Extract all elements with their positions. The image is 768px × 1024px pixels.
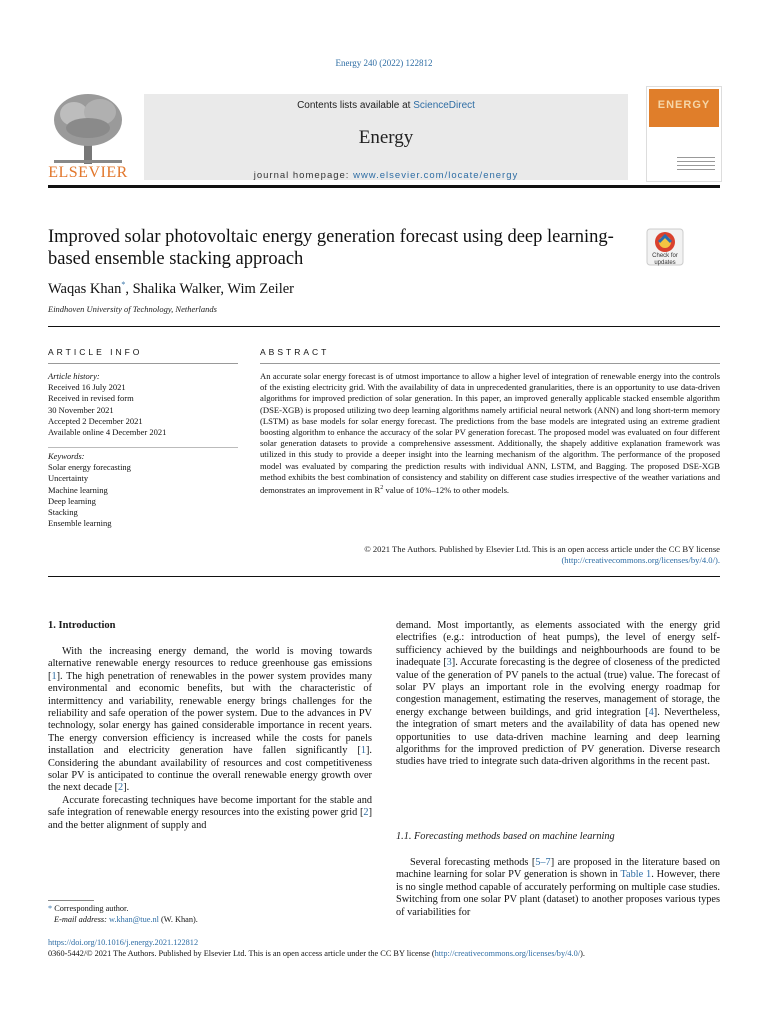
history-item: Available online 4 December 2021 <box>48 427 167 438</box>
history-label: Article history: <box>48 371 100 381</box>
body-column-left <box>48 646 372 832</box>
corresponding-mark[interactable]: * <box>121 280 126 289</box>
journal-title-box <box>144 94 628 180</box>
journal-homepage-line <box>144 170 628 181</box>
email-link[interactable]: w.khan@tue.nl <box>109 915 159 924</box>
reference-link[interactable]: 2 <box>118 782 124 794</box>
footnote-divider <box>48 900 94 901</box>
text: With the increasing energy demand, the world is moving towards alternative renewable energy resources to reduce greenhouse gas emissions [ <box>48 646 372 682</box>
subsection-heading: 1.1. Forecasting methods based on machine learning <box>396 831 615 842</box>
homepage-prefix: journal homepage: <box>253 170 354 181</box>
keyword-item: Stacking <box>48 507 78 518</box>
contents-prefix: Contents lists available at <box>297 100 414 111</box>
reference-link[interactable]: 1 <box>360 745 366 757</box>
journal-name: Energy <box>358 127 414 148</box>
divider <box>48 576 720 577</box>
history-item: Received in revised form <box>48 393 134 404</box>
text: ]. The high penetration of renewables in the power system provides many environmental and economic benefits, but with the characteristic of intermittency and variability, renewable energy brings challenges for the reliability and safe operation of the power system. Due to the advances in PV technology, solar energy has gained considerable importance in recent years. The energy conversion efficiency is increased while the costs for panels installation and electricity generation have fallen significantly [ <box>48 670 372 757</box>
text: demand. Most importantly, as elements associated with the energy grid electrifies (e.g.: introduction of heat pumps), the level of energy self-sufficiency achieved by the buildings and neighbourhoods are found to be inadequate [ <box>396 620 720 669</box>
text: ]. Accurate forecasting is the degree of closeness of the predicted value of the generation of PV panels to the actual (true) value. The forecast of solar PV plays an important role in the evolving energy roadmap for congestion management, estimating the reserves, management of storage, the energy exchange between buildings, and grid integration [ <box>396 657 720 718</box>
cover-title: ENERGY <box>657 99 711 111</box>
abstract-body <box>260 371 720 496</box>
history-item: 30 November 2021 <box>48 404 114 415</box>
text: (W. Khan). <box>158 915 198 924</box>
section-heading: 1. Introduction <box>48 620 116 631</box>
article-info-heading: ARTICLE INFO <box>48 347 143 357</box>
divider <box>48 447 238 448</box>
footnote-mark: * <box>48 904 53 913</box>
divider <box>48 363 238 364</box>
license-statement <box>260 544 720 566</box>
journal-cover-thumbnail[interactable] <box>646 86 722 182</box>
author-list <box>48 280 294 298</box>
body-column-right-lower <box>396 857 720 919</box>
keyword-item: Solar energy forecasting <box>48 462 131 473</box>
text: Accurate forecasting techniques have become important for the stable and safe integration of renewable energy resources into the existing power grid [ <box>48 794 372 819</box>
paragraph <box>48 646 372 795</box>
other-authors: , Shalika Walker, Wim Zeiler <box>125 280 294 297</box>
superscript: 2 <box>380 485 384 492</box>
paragraph <box>396 857 720 919</box>
body-column-right <box>396 620 720 769</box>
sciencedirect-link[interactable]: ScienceDirect <box>413 100 475 111</box>
license-link[interactable]: (http://creativecommons.org/licenses/by/4.0/). <box>561 555 720 566</box>
affiliation: Eindhoven University of Technology, Netherlands <box>48 304 217 314</box>
abstract-text-end: value of 10%–12% to other models. <box>383 484 510 495</box>
elsevier-wordmark: ELSEVIER <box>48 164 128 181</box>
reference-link[interactable]: 1 <box>51 670 57 682</box>
text: ]. Considering the abundant availability of resources and cost competitiveness solar PV is anticipated to continue the overall renewable energy growth over the next decade [ <box>48 745 372 794</box>
license-text: © 2021 The Authors. Published by Elsevier Ltd. This is an open access article under the CC BY license <box>364 544 720 554</box>
text: Corresponding author. <box>52 904 129 913</box>
text: . However, there is no single method capable of accurately performing on multiple case studies. Switching from one solar PV plant (dataset) to another proposes various types of variabilities for <box>396 869 720 918</box>
reference-link[interactable]: 3 <box>446 657 452 669</box>
abstract-text: An accurate solar energy forecast is of utmost importance to allow a higher level of integration of renewable energy into the controls of the existing electricity grid. With the availability of data in unprecedented granularities, there is an opportunity to use data-driven algorithms for improved prediction of solar generation. In this paper, an improved generally applicable stacked ensemble algorithm (DSE-XGB) is proposed utilizing two deep learning algorithms namely artificial neural network (ANN) and long short-term memory (LSTM) as base models for solar energy forecast. The predictions from the base models are integrated using an extreme gradient boosting algorithm to enhance the accuracy of the solar PV generation forecast. The proposed model was evaluated on four different solar generation datasets to provide a comprehensive assessment. Additionally, the shapely additive explanation framework was utilized in this study to provide a deeper insight into the learning mechanism of the algorithm. The performance of the proposed model was evaluated by comparing the prediction results with individual ANN, LSTM, and Bagging. The proposed DSE-XGB method exhibits the best combination of consistency and stability on different case studies irrespective of the weather variations and demonstrates an improvement in R <box>260 371 720 495</box>
reference-link[interactable]: 5–7 <box>535 857 551 868</box>
article-title: Improved solar photovoltaic energy generation forecast using deep learning-based ensemble stacking approach <box>48 227 614 269</box>
keyword-item: Ensemble learning <box>48 518 112 529</box>
keyword-item: Machine learning <box>48 484 108 495</box>
reference-link[interactable]: 4 <box>648 706 654 718</box>
reference-link[interactable]: 2 <box>363 807 369 819</box>
paragraph <box>48 795 372 832</box>
doi-link[interactable]: https://doi.org/10.1016/j.energy.2021.122812 <box>48 938 199 947</box>
contents-available-line <box>144 100 628 111</box>
footnote-email <box>48 914 198 925</box>
text: ). <box>580 949 585 958</box>
keyword-item: Deep learning <box>48 495 96 506</box>
footnotes <box>48 903 198 925</box>
text: Several forecasting methods [ <box>410 857 536 868</box>
divider <box>260 363 720 364</box>
history-item: Received 16 July 2021 <box>48 382 126 393</box>
keyword-item: Uncertainty <box>48 473 89 484</box>
keywords <box>48 451 238 529</box>
paragraph-continued <box>396 620 720 769</box>
license-link[interactable]: http://creativecommons.org/licenses/by/4.0/ <box>434 949 581 958</box>
journal-homepage-link[interactable]: www.elsevier.com/locate/energy <box>353 170 519 181</box>
text: ] are proposed in the literature based on machine learning for solar PV generation is shown in <box>396 857 720 881</box>
footnote-corresponding <box>48 903 198 914</box>
issn-line <box>48 949 585 958</box>
keywords-label: Keywords: <box>48 451 85 461</box>
cover-text-lines <box>677 157 715 173</box>
history-item: Accepted 2 December 2021 <box>48 415 143 426</box>
divider <box>48 326 720 327</box>
text: ]. <box>123 782 130 794</box>
journal-header <box>48 86 720 182</box>
text: ] and the better alignment of supply and <box>48 807 372 831</box>
header-divider <box>48 185 720 188</box>
citation-line[interactable]: Energy 240 (2022) 122812 <box>335 58 433 68</box>
crossmark-label[interactable]: Check for updates <box>652 253 678 266</box>
text: 0360-5442/© 2021 The Authors. Published by Elsevier Ltd. This is an open access article under the CC BY license ( <box>48 949 435 958</box>
abstract-heading: ABSTRACT <box>260 347 330 357</box>
email-label: E-mail address: <box>54 915 109 924</box>
text: ]. Nevertheless, the integration of smart meters and the availability of data has opened new opportunities to use data-driven machine learning and deep learning algorithms for the improved prediction of PV generation. Diverse research studies have tried to integrate such data-driven algorithms in the recent past. <box>396 706 720 768</box>
article-history <box>48 371 238 438</box>
author-name[interactable]: Waqas Khan <box>48 280 122 297</box>
table-link[interactable]: Table 1 <box>620 869 652 881</box>
